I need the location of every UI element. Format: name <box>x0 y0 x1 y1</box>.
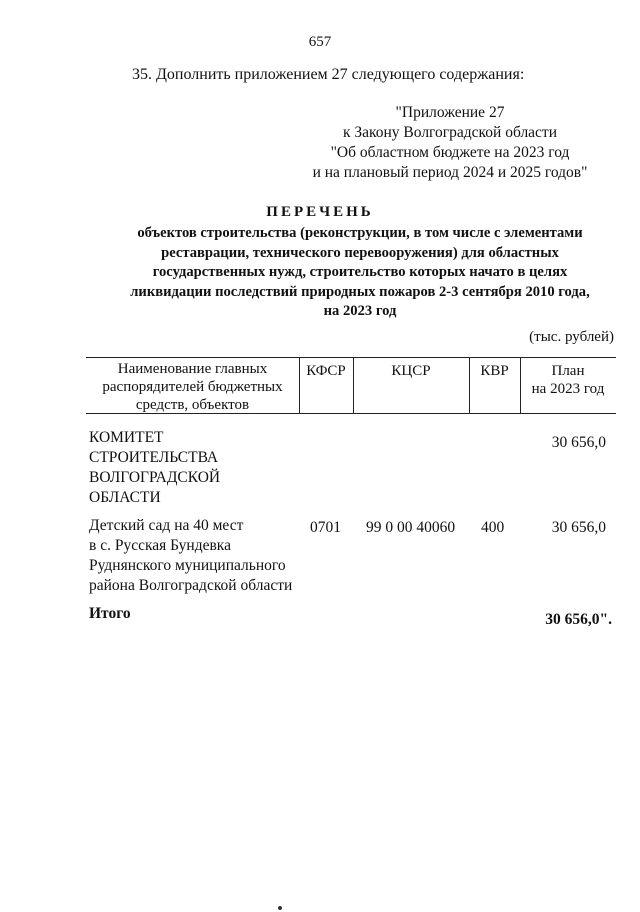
annex-header <box>300 103 600 183</box>
object-kvr: 400 <box>481 519 505 536</box>
object-name-line-3: Руднянского муниципального <box>89 557 286 574</box>
document-subtitle <box>90 224 630 322</box>
subtitle-line-2: реставрации, технического перевооружения) для областных <box>161 244 559 261</box>
object-name <box>89 516 292 596</box>
header-plan-line-1: План <box>551 363 585 379</box>
document-heading: ПЕРЕЧЕНЬ <box>266 204 374 220</box>
object-kcsr: 99 0 00 40060 <box>366 519 456 536</box>
units-label: (тыс. рублей) <box>529 329 614 345</box>
object-name-line-4: района Волгоградской области <box>89 577 293 594</box>
header-name-line-3: средств, объектов <box>135 397 250 413</box>
subtitle-line-1: объектов строительства (реконструкции, в том числе с элементами <box>137 225 583 241</box>
object-kfsr: 0701 <box>310 519 341 536</box>
object-plan-value: 30 656,0 <box>551 519 606 536</box>
header-name-column <box>86 360 299 414</box>
object-name-line-2: в с. Русская Бундевка <box>89 537 231 554</box>
scan-mark <box>278 906 282 910</box>
annex-line-4: и на плановый период 2024 и 2025 годов" <box>312 164 588 181</box>
committee-name-line-4: ОБЛАСТИ <box>89 489 161 506</box>
header-kvr: КВР <box>480 363 509 379</box>
annex-line-3: "Об областном бюджете на 2023 год <box>330 144 570 161</box>
header-name-line-2: распорядителей бюджетных <box>102 379 283 395</box>
header-name-line-1: Наименование главных <box>117 361 268 377</box>
header-kcsr: КЦСР <box>391 363 431 379</box>
page-number: 657 <box>308 34 332 50</box>
subtitle-line-5: на 2023 год <box>323 303 397 319</box>
intro-text: 35. Дополнить приложением 27 следующего содержания: <box>132 66 525 83</box>
committee-name-line-2: СТРОИТЕЛЬСТВА <box>89 449 219 466</box>
annex-line-1: "Приложение 27 <box>395 104 505 121</box>
header-plan-line-2: на 2023 год <box>531 381 605 397</box>
total-plan-value: 30 656,0". <box>545 611 612 628</box>
committee-plan-value: 30 656,0 <box>551 434 606 451</box>
subtitle-line-3: государственных нужд, строительство которых начато в целях <box>152 264 568 280</box>
header-plan <box>520 362 616 398</box>
subtitle-line-4: ликвидации последствий природных пожаров 2-3 сентября 2010 года, <box>130 283 590 300</box>
header-top-border <box>86 357 616 358</box>
committee-name <box>89 428 220 508</box>
header-kfsr: КФСР <box>306 363 346 379</box>
object-name-line-1: Детский сад на 40 мест <box>89 517 244 534</box>
committee-name-line-1: КОМИТЕТ <box>89 429 164 446</box>
committee-name-line-3: ВОЛГОГРАДСКОЙ <box>89 469 221 486</box>
annex-line-2: к Закону Волгоградской области <box>342 124 558 141</box>
total-label: Итого <box>89 605 131 622</box>
